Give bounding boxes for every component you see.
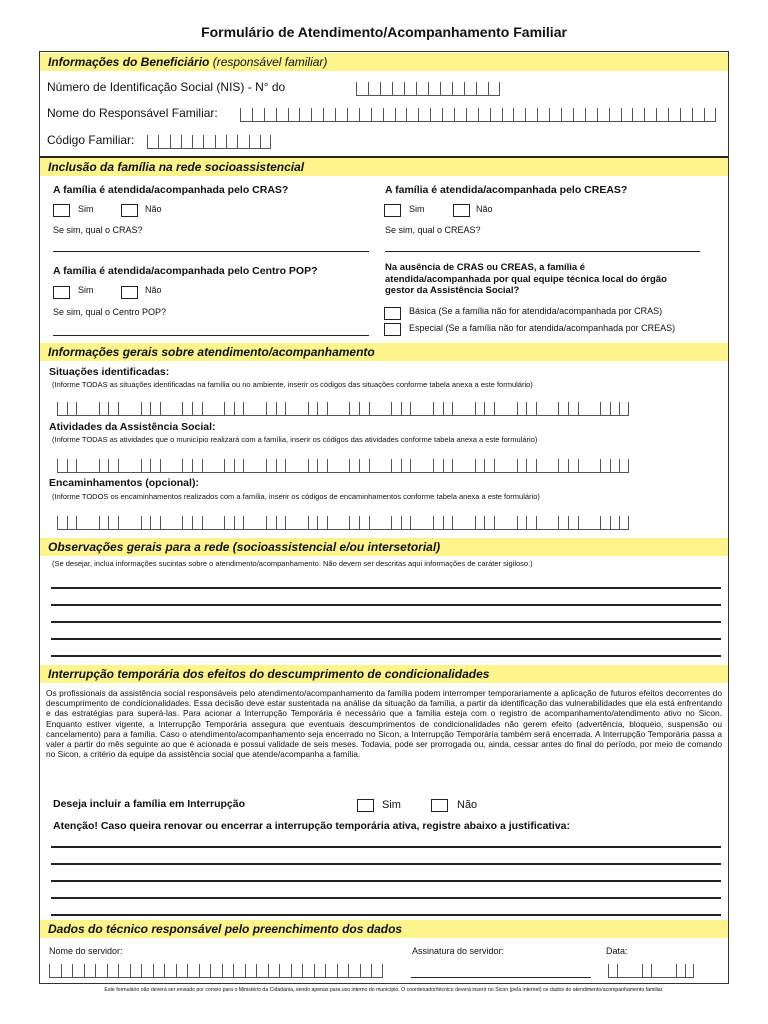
especial-checkbox[interactable] <box>384 323 401 336</box>
interrupcao-nao-checkbox[interactable] <box>431 799 448 812</box>
atividades-title: Atividades da Assistência Social: <box>49 421 216 433</box>
interrupcao-header: Interrupção temporária dos efeitos do descumprimento de condicionalidades <box>40 665 728 683</box>
cras-sim-label: Sim <box>78 204 94 214</box>
interrupcao-nao-label: Não <box>457 799 478 811</box>
nome-responsavel-label: Nome do Responsável Familiar: <box>47 106 218 120</box>
cras-which-label: Se sim, qual o CRAS? <box>53 225 143 235</box>
basica-checkbox[interactable] <box>384 307 401 320</box>
pop-which-label: Se sim, qual o Centro POP? <box>53 307 167 317</box>
observacoes-line-3[interactable] <box>51 621 721 623</box>
assinatura-input[interactable] <box>411 977 591 978</box>
observacoes-line-5[interactable] <box>51 655 721 657</box>
justificativa-line-5[interactable] <box>51 914 721 916</box>
cras-nao-label: Não <box>145 204 162 214</box>
creas-which-input[interactable] <box>385 251 700 252</box>
pop-nao-checkbox[interactable] <box>121 286 138 299</box>
cras-question: A família é atendida/acompanhada pelo CRAS? <box>53 184 289 196</box>
justificativa-line-4[interactable] <box>51 897 721 899</box>
data-label: Data: <box>606 946 628 956</box>
creas-nao-checkbox[interactable] <box>453 204 470 217</box>
pop-question: A família é atendida/acompanhada pelo Centro POP? <box>53 265 318 277</box>
situacoes-codes-input[interactable] <box>57 402 629 416</box>
nis-input[interactable] <box>356 82 500 96</box>
pop-sim-label: Sim <box>78 285 94 295</box>
situacoes-title: Situações identificadas: <box>49 366 170 378</box>
interrupcao-sim-label: Sim <box>382 799 401 811</box>
beneficiario-header <box>40 53 728 71</box>
atividades-note: (Informe TODAS as atividades que o município realizará com a família, inserir os códigos das atividades conforme tabela anexa a este formulário) <box>52 435 538 444</box>
tecnico-header: Dados do técnico responsável pelo preenchimento dos dados <box>40 920 728 938</box>
encaminhamentos-codes-input[interactable] <box>57 516 629 530</box>
nome-servidor-input[interactable] <box>49 964 383 978</box>
creas-question: A família é atendida/acompanhada pelo CREAS? <box>385 184 628 196</box>
nis-label: Número de Identificação Social (NIS) - N° do <box>47 80 286 94</box>
ausencia-question: Na ausência de CRAS ou CREAS, a família é atendida/acompanhada por qual equipe técnica local do órgão gestor da Assistência Social? <box>385 262 667 296</box>
observacoes-header: Observações gerais para a rede (socioassistencial e/ou intersetorial) <box>40 538 728 556</box>
atencao-text: Atenção! Caso queira renovar ou encerrar a interrupção temporária ativa, registre abaixo a justificativa: <box>53 820 571 832</box>
deseja-question: Deseja incluir a família em Interrupção <box>53 798 245 810</box>
justificativa-line-2[interactable] <box>51 863 721 865</box>
footer-note: Este formulário não deverá ser enviado por correio para o Ministério da Cidadania, sendo apenas para uso interno do município. O coordenador/técnico deverá inserir no Sicon (pela internet) os dados do atendimento/acompanhamento familiar. <box>104 987 664 993</box>
encaminhamentos-title: Encaminhamentos (opcional): <box>49 477 199 489</box>
codigo-familiar-label: Código Familiar: <box>47 133 135 147</box>
interrupcao-text: Os profissionais da assistência social responsáveis pelo atendimento/acompanhamento da família podem interromper temporariamente a aplicação de futuros efeitos decorrentes do descumprimento de condicionalidades. Essa decisão deve estar sustentada na análise da situação da família, a partir da identificação das vulnerabilidades que ela está enfrentando e das estratégias para superá-las. Para acionar a Interrupção Temporária é necessário que a família esteja com o registro de acompanhamento/atendimento ativo no Sicon. Enquanto estiver vigente, a Interrupção Temporária assegura que eventuais descumprimentos de condicionalidades não gerem efeito (advertência, bloqueio, suspensão ou cancelamento) para a família. Caso o atendimento/acompanhamento seja encerrado no Sicon, a Interrupção Temporária também será encerrada. A Interrupção Temporária passa a valer a partir do mês seguinte ao que é acionada e possui validade de seis meses. Todavia, pode ser prorrogada ou, ainda, cessar antes do final do período, por meio de comando no Sicon, a critério da equipe da assistência social que atende/acompanha a família. <box>46 688 722 760</box>
codigo-familiar-input[interactable] <box>147 135 271 149</box>
observacoes-line-4[interactable] <box>51 638 721 640</box>
beneficiario-header-sub: (responsável familiar) <box>212 55 328 69</box>
situacoes-note: (Informe TODAS as situações identificadas na família ou no ambiente, inserir os códigos das situações conforme tabela anexa a este formulário) <box>52 380 533 389</box>
creas-which-label: Se sim, qual o CREAS? <box>385 225 481 235</box>
interrupcao-sim-checkbox[interactable] <box>357 799 374 812</box>
observacoes-line-2[interactable] <box>51 604 721 606</box>
cras-sim-checkbox[interactable] <box>53 204 70 217</box>
creas-sim-label: Sim <box>409 204 425 214</box>
nome-servidor-label: Nome do servidor: <box>49 946 123 956</box>
observacoes-line-1[interactable] <box>51 587 721 589</box>
nome-responsavel-input[interactable] <box>240 108 716 122</box>
cras-nao-checkbox[interactable] <box>121 204 138 217</box>
basica-label: Básica (Se a família não for atendida/acompanhada por CRAS) <box>409 306 663 316</box>
pop-which-input[interactable] <box>53 335 369 336</box>
atividades-codes-input[interactable] <box>57 459 629 473</box>
inclusao-header: Inclusão da família na rede socioassistencial <box>40 158 728 176</box>
pop-nao-label: Não <box>145 285 162 295</box>
pop-sim-checkbox[interactable] <box>53 286 70 299</box>
cras-which-input[interactable] <box>53 251 369 252</box>
especial-label: Especial (Se a família não for atendida/acompanhada por CREAS) <box>409 323 676 333</box>
data-input[interactable] <box>608 964 694 978</box>
observacoes-note: (Se desejar, inclua informações sucintas sobre o atendimento/acompanhamento. Não devem ser descritas aqui informações de caráter sigiloso.) <box>52 559 533 568</box>
creas-nao-label: Não <box>476 204 493 214</box>
beneficiario-header-title: Informações do Beneficiário <box>48 55 210 69</box>
gerais-header: Informações gerais sobre atendimento/acompanhamento <box>40 343 728 361</box>
assinatura-label: Assinatura do servidor: <box>412 946 505 956</box>
encaminhamentos-note: (Informe TODOS os encaminhamentos realizados com a família, inserir os códigos de encaminhamentos conforme tabela anexa a este formulário) <box>52 492 540 501</box>
page-title: Formulário de Atendimento/Acompanhamento Familiar <box>201 24 567 40</box>
justificativa-line-1[interactable] <box>51 846 721 848</box>
justificativa-line-3[interactable] <box>51 880 721 882</box>
creas-sim-checkbox[interactable] <box>384 204 401 217</box>
